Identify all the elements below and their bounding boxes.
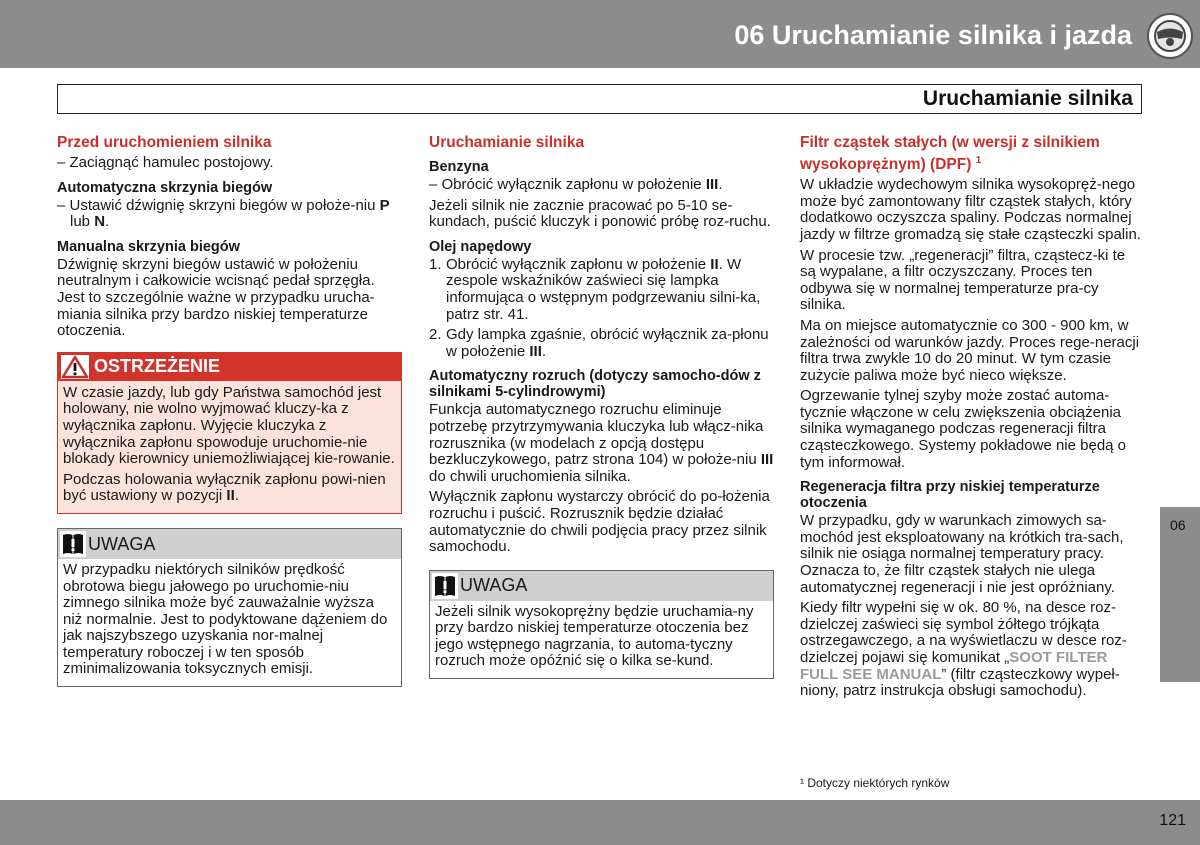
note-box-2	[429, 570, 774, 679]
warning-header	[58, 353, 401, 381]
chapter-side-tab	[1160, 507, 1200, 682]
footnote: ¹ Dotyczy niektórych rynków	[800, 776, 950, 790]
column-2	[429, 134, 774, 679]
car-logo-icon	[1146, 12, 1194, 60]
note-body-1	[58, 559, 401, 686]
page-header	[0, 0, 1200, 68]
text-petrol-1: – Obrócić wyłącznik zapłonu w położenie III.	[429, 176, 723, 193]
text-petrol-2: Jeżeli silnik nie zacznie pracować po 5-10 se-kundach, puścić kluczyk i ponowić próbę roz-ruchu.	[429, 196, 771, 231]
warning-text-2: Podczas holowania wyłącznik zapłonu powi-nien być ustawiony w pozycji II.	[63, 470, 386, 505]
list-item: 2. Gdy lampka zgaśnie, obrócić wyłącznik za-płonu w położenie III.	[429, 326, 769, 360]
text-automatic-gearbox: – Ustawić dźwignię skrzyni biegów w położe-niu P lub N.	[57, 196, 390, 231]
text-dpf-2: W procesie tzw. „regeneracji” filtra, cząstecz-ki te są wypalane, a filtr oczyszczany. Proces ten odbywa się w normalnej temperaturze pra-cy silnika.	[800, 246, 1126, 314]
heading-petrol: Benzyna	[429, 159, 489, 175]
section-title: Uruchamianie silnika	[922, 87, 1133, 110]
heading-manual-gearbox: Manualna skrzynia biegów	[57, 238, 240, 255]
text-manual-gearbox: Dźwignię skrzyni biegów ustawić w położeniu neutralnym i całkowicie wcisnąć pedał sprzęgła. Jest to szczególnie ważne w przypadku urucha-miania silnika przy bardzo niskiej temperaturze otoczenia.	[57, 255, 375, 340]
note-book-icon	[60, 531, 86, 557]
warning-triangle-icon	[61, 355, 89, 379]
warning-box	[57, 352, 402, 514]
column-1	[57, 134, 402, 687]
text-automatic-start-2: Wyłącznik zapłonu wystarczy obrócić do po-łożenia rozruchu i puścić. Rozrusznik będzie działać automatycznie do chwili podjęcia pracy przez silnik samochodu.	[429, 488, 770, 556]
warning-body	[58, 381, 401, 513]
heading-dpf: Filtr cząstek stałych (w wersji z silnikiem wysokoprężnym) (DPF) $^1$	[800, 134, 1100, 174]
note-label-1: UWAGA	[88, 533, 156, 554]
page-footer	[0, 800, 1200, 845]
note-text-1: W przypadku niektórych silników prędkość obrotowa biegu jałowego po uruchomie-niu zimnego silnika może być zauważalnie wyższa niż normalnie. Jest to podyktowane dążeniem do jak najszybszego uzyskania nor-malnej temperatury roboczej i w ten sposób zminimalizowania toksycznych emisji.	[63, 560, 388, 678]
note-text-2: Jeżeli silnik wysokoprężny będzie uruchamia-ny przy bardzo niskiej temperaturze otoczenia bez jego wstępnego nagrzania, to automa-tyczny rozruch może opóźnić się o kilka se-kund.	[435, 602, 754, 670]
section-title-box	[57, 84, 1142, 114]
chapter-title: 06 Uruchamianie silnika i jazda	[734, 20, 1132, 50]
warning-label: OSTRZEŻENIE	[94, 356, 221, 377]
heading-automatic-gearbox: Automatyczna skrzynia biegów	[57, 179, 273, 196]
warning-text-1: W czasie jazdy, lub gdy Państwa samochód jest holowany, nie wolno wyjmować kluczy-ka z wyłącznika zapłonu. Wyjęcie kluczyka z wyłącznika zapłonu spowoduje uruchomie-nie blokady kierownicy uniemożliwiającej kie-rowanie.	[63, 383, 395, 468]
note-book-icon	[432, 573, 458, 599]
note-body-2	[430, 601, 773, 678]
column-3	[800, 134, 1145, 704]
note-header-2	[430, 571, 773, 601]
note-header-1	[58, 529, 401, 559]
heading-diesel: Olej napędowy	[429, 238, 532, 255]
text-handbrake: – Zaciągnąć hamulec postojowy.	[57, 154, 274, 171]
note-box-1	[57, 528, 402, 687]
side-tab-label: 06	[1170, 517, 1186, 533]
display-message-code: SOOT FILTER FULL SEE MANUAL	[800, 649, 1108, 683]
text-regeneration-1: W przypadku, gdy w warunkach zimowych sa-mochód jest eksploatowany na krótkich tra-sach, silnik nie osiąga normalnej temperatury pracy. Oznacza to, że filtr cząstek stałych nie ulega automatycznej regeneracji i nie jest opróżniany.	[800, 512, 1124, 596]
note-label-2: UWAGA	[460, 575, 528, 596]
heading-regeneration: Regeneracja filtra przy niskiej temperaturze otoczenia	[800, 479, 1100, 512]
heading-automatic-start: Automatyczny rozruch (dotyczy samocho-dów z silnikami 5-cylindrowymi)	[429, 368, 761, 401]
text-regeneration-2: Kiedy filtr wypełni się w ok. 80 %, na desce roz-dzielczej zaświeci się symbol żółtego trójkąta ostrzegawczego, a na wyświetlaczu w desce roz-dzielczej pojawi się komunikat „SOOT FILTER FULL SEE MANUAL” (filtr cząsteczkowy wypeł-niony, patrz instrukcja obsługi samochodu).	[800, 599, 1127, 700]
text-automatic-start-1: Funkcja automatycznego rozruchu eliminuje potrzebę przytrzymywania kluczyka lub włącz-nika rozrusznika (w modelach z opcją dostępu bezkluczykowego, patrz strona 104) w położe-niu III do chwili uruchomienia silnika.	[429, 401, 774, 485]
page-number: 121	[1159, 812, 1186, 829]
heading-before-start: Przed uruchomieniem silnika	[57, 134, 272, 151]
heading-starting-engine: Uruchamianie silnika	[429, 134, 585, 151]
text-dpf-3: Ma on miejsce automatycznie co 300 - 900 km, w zależności od warunków jazdy. Proces rege-neracji filtra trwa zwykle 10 do 20 minut. W tym czasie zużycie paliwa może być nieco większe.	[800, 316, 1140, 384]
text-dpf-1: W układzie wydechowym silnika wysokopręż-nego może być zamontowany filtr cząstek stałych, który dodatkowo oczyszcza spaliny. Podczas normalnej jazdy w filtrze gromadzą się stałe cząsteczki spalin.	[800, 176, 1141, 243]
list-item: 1. Obrócić wyłącznik zapłonu w położenie II. W zespole wskaźników zaświeci się lampka informująca o wstępnym podgrzewaniu silni-ka, patrz str. 41.	[429, 255, 761, 323]
text-dpf-4: Ogrzewanie tylnej szyby może zostać automa-tycznie włączone w celu zwiększenia obciążenia silnika wymaganego podczas regeneracji filtra cząsteczkowego. Systemy pokładowe nie będą o tym informował.	[800, 387, 1127, 471]
